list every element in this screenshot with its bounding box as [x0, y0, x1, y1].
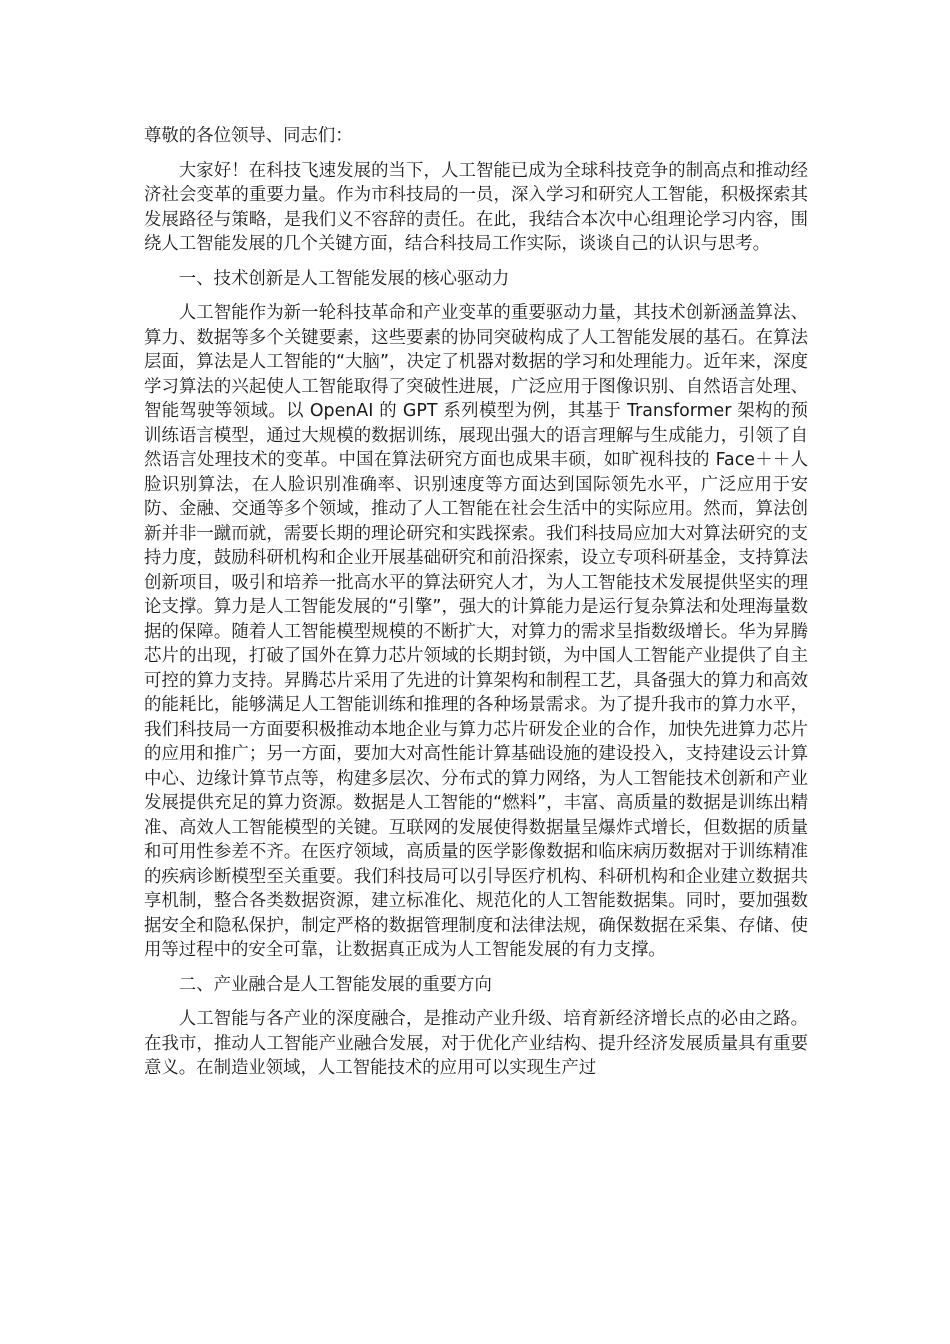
salutation: 尊敬的各位领导、同志们：	[144, 126, 353, 146]
section-1-body: 人工智能作为新一轮科技革命和产业变革的重要驱动力量，其技术创新涵盖算法、算力、数据等多个关键要素，这些要素的协同突破构成了人工智能发展的基石。在算法层面，算法是人工智能的“大脑”，决定了机器对数据的学习和处理能力。近年来，深度学习算法的兴起使人工智能取得了突破性进展，广泛应用于图像识别、自然语言处理、智能驾驶等领域。以 OpenAI 的 GPT 系列模型为例，其基于 Transformer 架构的预训练语言模型，通过大规模的数据训练，展现出强大的语言理解与生成能力，引领了自然语言处理技术的变革。中国在算法研究方面也成果丰硕，如旷视科技的 Face＋＋人脸识别算法，在人脸识别准确率、识别速度等方面达到国际领先水平，广泛应用于安防、金融、交通等多个领域，推动了人工智能在社会生活中的实际应用。然而，算法创新并非一蹴而就，需要长期的理论研究和实践探索。我们科技局应加大对算法研究的支持力度，鼓励科研机构和企业开展基础研究和前沿探索，设立专项科研基金，支持算法创新项目，吸引和培养一批高水平的算法研究人才，为人工智能技术发展提供坚实的理论支撑。算力是人工智能发展的“引擎”，强大的计算能力是运行复杂算法和处理海量数据的保障。随着人工智能模型规模的不断扩大，对算力的需求呈指数级增长。华为昇腾芯片的出现，打破了国外在算力芯片领域的长期封锁，为中国人工智能产业提供了自主可控的算力支持。昇腾芯片采用了先进的计算架构和制程工艺，具备强大的算力和高效的能耗比，能够满足人工智能训练和推理的各种场景需求。为了提升我市的算力水平，我们科技局一方面要积极推动本地企业与算力芯片研发企业的合作，加快先进算力芯片的应用和推广；另一方面，要加大对高性能计算基础设施的建设投入，支持建设云计算中心、边缘计算节点等，构建多层次、分布式的算力网络，为人工智能技术创新和产业发展提供充足的算力资源。数据是人工智能的“燃料”，丰富、高质量的数据是训练出精准、高效人工智能模型的关键。互联网的发展使得数据量呈爆炸式增长，但数据的质量和可用性参差不齐。在医疗领域，高质量的医学影像数据和临床病历数据对于训练精准的疾病诊断模型至关重要。我们科技局可以引导医疗机构、科研机构和企业建立数据共享机制，整合各类数据资源，建立标准化、规范化的人工智能数据集。同时，要加强数据安全和隐私保护，制定严格的数据管理制度和法律法规，确保数据在采集、存储、使用等过程中的安全可靠，让数据真正成为人工智能发展的有力支撑。	[144, 303, 808, 960]
section-2-heading: 二、产业融合是人工智能发展的重要方向	[178, 974, 492, 995]
section-1-heading: 一、技术创新是人工智能发展的核心驱动力	[178, 268, 510, 289]
document-page	[144, 124, 808, 1091]
section-2-body: 人工智能与各产业的深度融合，是推动产业升级、培育新经济增长点的必由之路。在我市，推动人工智能产业融合发展，对于优化产业结构、提升经济发展质量具有重要意义。在制造业领域，人工智能技术的应用可以实现生产过	[144, 1009, 808, 1078]
intro-paragraph: 大家好！在科技飞速发展的当下，人工智能已成为全球科技竞争的制高点和推动经济社会变革的重要力量。作为市科技局的一员，深入学习和研究人工智能，积极探索其发展路径与策略，是我们义不容辞的责任。在此，我结合本次中心组理论学习内容，围绕人工智能发展的几个关键方面，结合科技局工作实际，谈谈自己的认识与思考。	[144, 160, 808, 254]
